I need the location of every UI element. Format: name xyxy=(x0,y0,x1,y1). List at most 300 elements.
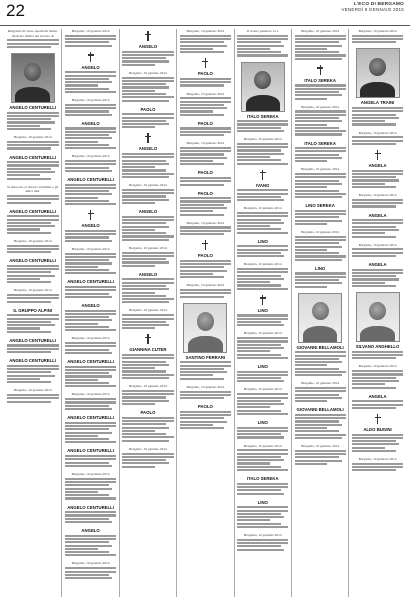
obituary-block xyxy=(122,31,173,66)
column-7 xyxy=(348,29,405,597)
obituary-text-lines xyxy=(352,351,403,360)
obituary-line: Bergamo, 10 gennaio 2014 xyxy=(71,336,110,341)
obituary-block xyxy=(122,246,173,267)
cross-icon xyxy=(260,170,266,180)
obituary-block xyxy=(65,177,116,205)
obituary-line: Bergamo, 10 gennaio 2014 xyxy=(186,283,225,288)
obituary-line: Bergamo, 10 gennaio 2014 xyxy=(358,457,397,461)
deceased-name: ANGELO xyxy=(81,223,100,229)
obituary-line: Bergamo, 10 gennaio 2014 xyxy=(301,104,340,109)
obituary-text-lines xyxy=(295,236,346,261)
obituary-text-lines xyxy=(180,97,231,116)
column-5 xyxy=(234,29,291,597)
obituary-text-lines xyxy=(237,483,288,495)
portrait-photo xyxy=(356,48,400,98)
obituary-block xyxy=(122,384,173,405)
obituary-text-lines xyxy=(122,453,173,468)
obituary-block xyxy=(7,388,59,402)
obituary-text-lines xyxy=(122,153,173,178)
obituary-block xyxy=(7,288,59,302)
deceased-name: ANGELO CENTURELLI xyxy=(67,176,114,182)
obituary-block xyxy=(352,457,403,471)
obituary-block xyxy=(122,308,173,329)
deceased-name: LINO xyxy=(257,420,268,426)
deceased-name: ITALO SEREKA xyxy=(304,77,336,83)
obituary-text-lines xyxy=(122,216,173,241)
obituary-line: Bergamo, 10 gennaio 2014 xyxy=(71,154,110,159)
obituary-block xyxy=(65,98,116,116)
obituary-text-lines xyxy=(180,260,231,279)
obituary-text-lines xyxy=(180,127,231,136)
obituary-block xyxy=(180,385,231,399)
obituary-block xyxy=(180,283,231,297)
obituary-block xyxy=(122,447,173,468)
obituary-text-lines xyxy=(122,417,173,442)
obituary-text-lines xyxy=(7,265,59,284)
obituary-block xyxy=(352,131,403,145)
obituary-text-lines xyxy=(295,84,346,99)
deceased-name: PAOLO xyxy=(197,404,213,410)
obituary-text-lines xyxy=(237,35,288,57)
obituary-text-lines xyxy=(295,387,346,402)
obituary-line: Bergamo, 10 gennaio 2014 xyxy=(301,443,340,448)
obituary-text-lines xyxy=(352,107,403,126)
obituary-block xyxy=(65,279,116,298)
obituary-block xyxy=(180,58,231,86)
obituary-text-lines xyxy=(122,252,173,267)
obituary-block xyxy=(65,121,116,149)
deceased-name: ANGELO xyxy=(81,120,100,126)
cross-icon xyxy=(145,31,151,41)
obituary-block xyxy=(65,29,116,47)
obituary-text-lines xyxy=(65,184,116,206)
obituary-text-lines xyxy=(180,197,231,216)
obituary-text-lines xyxy=(180,78,231,87)
deceased-name: IVANO xyxy=(256,182,270,188)
portrait-photo xyxy=(183,303,227,353)
obituary-line: Bergamo, 10 gennaio 2014 xyxy=(301,167,340,172)
obituary-block xyxy=(180,121,231,136)
obituary-block xyxy=(295,65,346,100)
obituary-line: Bergamo, 10 gennaio 2014 xyxy=(186,91,225,96)
column-1 xyxy=(4,29,61,597)
obituary-block xyxy=(352,48,403,125)
obituary-block xyxy=(7,185,59,204)
obituary-text-lines xyxy=(180,411,231,430)
deceased-name: ANGELA xyxy=(368,262,387,268)
obituary-text-lines xyxy=(65,422,116,444)
obituary-line: Si uniscono al dolore i familiari e gli amici tutti. xyxy=(6,184,59,194)
obituary-block xyxy=(237,476,288,495)
obituary-text-lines xyxy=(352,170,403,189)
obituary-block xyxy=(237,62,288,133)
deceased-name: ANGELO CENTURELLI xyxy=(9,358,57,364)
obituary-text-lines xyxy=(352,269,403,288)
obituary-block xyxy=(237,239,288,258)
obituary-text-lines xyxy=(65,71,116,93)
obituary-block xyxy=(7,209,59,234)
obituary-block xyxy=(122,71,173,102)
cross-icon xyxy=(375,150,381,160)
obituary-line: Bergamo, 10 gennaio 2014 xyxy=(13,135,52,140)
obituary-line: Bergamo, 10 gennaio 2014 xyxy=(243,137,282,142)
deceased-name: ALDO BUGINI xyxy=(363,426,392,432)
obituary-block xyxy=(65,392,116,410)
publication-name: L'ECO DI BERGAMO xyxy=(353,2,404,7)
obituary-line: Bergamo, 10 gennaio 2014 xyxy=(243,331,282,336)
obituary-block xyxy=(295,407,346,439)
obituary-block xyxy=(352,364,403,388)
obituary-line: Bergamo, 10 gennaio 2014 xyxy=(13,388,52,393)
obituary-text-lines xyxy=(7,141,59,150)
obituary-text-lines xyxy=(65,127,116,149)
obituary-block xyxy=(237,295,288,327)
obituary-line: Bergamo, 10 gennaio 2014 xyxy=(129,70,167,75)
obituary-block xyxy=(352,414,403,452)
obituary-text-lines xyxy=(295,414,346,439)
obituary-line: Bergamo, 10 gennaio 2014 xyxy=(129,245,167,250)
obituary-block xyxy=(180,191,231,216)
portrait-photo xyxy=(11,53,55,103)
obituary-text-lines xyxy=(122,314,173,329)
cross-icon xyxy=(145,334,151,344)
obituary-line: Bergamo, 10 gennaio 2014 xyxy=(129,446,167,451)
obituary-line: Bergamo, 10 gennaio 2014 xyxy=(358,130,397,135)
obituary-block xyxy=(7,308,59,333)
deceased-name: PAOLO xyxy=(197,71,213,77)
obituary-block xyxy=(237,387,288,415)
obituary-text-lines xyxy=(7,39,59,48)
obituary-text-lines xyxy=(295,450,346,465)
obituary-block xyxy=(180,141,231,165)
obituary-block xyxy=(122,272,173,304)
obituary-block xyxy=(180,29,231,53)
obituary-text-lines xyxy=(65,160,116,172)
deceased-name: SILVANO ANGHELLO xyxy=(355,344,400,350)
deceased-name: ANGELO CENTURELLI xyxy=(67,448,114,454)
obituary-block xyxy=(352,243,403,257)
obituary-block xyxy=(295,293,346,377)
obituary-text-lines xyxy=(352,463,403,472)
deceased-name: ANGELO xyxy=(81,302,100,308)
column-2 xyxy=(61,29,118,597)
deceased-name: ANGELO CENTURELLI xyxy=(9,258,57,264)
obituary-block xyxy=(295,266,346,288)
deceased-name: SANTINO FERRARI xyxy=(185,354,226,360)
obituary-line: Bergamo, 10 gennaio 2014 xyxy=(301,381,340,386)
obituary-block xyxy=(237,331,288,359)
deceased-name: ANGELO xyxy=(81,528,100,534)
obituary-line: Bergamo, 10 gennaio 2014 xyxy=(243,206,282,211)
obituary-text-lines xyxy=(7,344,59,353)
obituary-block xyxy=(180,170,231,185)
obituary-line: Bergamo, 10 gennaio 2014 xyxy=(13,238,52,243)
cross-icon xyxy=(202,58,208,68)
obituary-line: Bergamo, 10 gennaio 2014 xyxy=(71,29,110,33)
cross-icon xyxy=(145,133,151,143)
obituary-line: Ringrazio di cuore quanti mi hanno mostrato affetto nel ricordo di xyxy=(7,29,58,38)
obituary-text-lines xyxy=(295,272,346,287)
obituary-line: Bergamo, 10 gennaio 2014 xyxy=(243,443,282,448)
obituary-line: Bergamo, 10 gennaio 2014 xyxy=(358,242,397,247)
obituary-block xyxy=(352,394,403,409)
obituary-block xyxy=(352,213,403,238)
obituary-block xyxy=(65,154,116,172)
obituary-text-lines xyxy=(65,366,116,388)
obituary-text-lines xyxy=(65,35,116,47)
obituary-text-lines xyxy=(352,136,403,145)
obituary-block xyxy=(65,528,116,556)
obituary-block xyxy=(180,92,231,116)
obituary-line: Bergamo, 10 gennaio 2014 xyxy=(186,220,225,225)
obituary-text-lines xyxy=(65,253,116,275)
obituary-line: Bergamo, 10 gennaio 2014 xyxy=(243,533,282,538)
obituary-text-lines xyxy=(65,567,116,579)
obituary-line: Bergamo, 10 gennaio 2014 xyxy=(186,141,225,146)
obituary-block xyxy=(352,193,403,207)
portrait-photo xyxy=(298,293,342,343)
obituary-text-lines xyxy=(237,143,288,165)
obituary-block xyxy=(122,209,173,241)
deceased-name: ANGELO xyxy=(138,209,158,215)
obituary-line: Bergamo, 10 gennaio 2014 xyxy=(186,384,225,389)
obituary-block xyxy=(7,29,59,48)
obituary-block xyxy=(180,404,231,429)
obituary-text-lines xyxy=(295,35,346,60)
obituary-block xyxy=(237,364,288,383)
column-6 xyxy=(291,29,348,597)
obituary-line: Bergamo, 10 gennaio 2014 xyxy=(71,392,110,397)
deceased-name: PAOLO xyxy=(140,106,156,112)
portrait-photo xyxy=(356,292,400,342)
obituary-block xyxy=(352,150,403,188)
obituary-block xyxy=(65,359,116,387)
obituary-block xyxy=(237,420,288,439)
obituary-text-lines xyxy=(352,219,403,238)
obituary-text-lines xyxy=(352,370,403,389)
obituary-text-lines xyxy=(180,35,231,54)
obituary-block xyxy=(7,358,59,383)
obituary-text-lines xyxy=(237,506,288,528)
deceased-name: ANGELO CENTURELLI xyxy=(9,337,57,343)
obituary-line: Bergamo, 10 gennaio 2014 xyxy=(71,472,110,476)
deceased-name: PAOLO xyxy=(197,253,213,259)
obituary-text-lines xyxy=(65,104,116,116)
obituary-text-lines xyxy=(180,147,231,166)
issue-date: VENERDÌ 9 GENNAIO 2015 xyxy=(341,7,404,13)
deceased-name: GIOVANNI BELLAMOLI xyxy=(296,407,344,413)
deceased-name: ANGELO CENTURELLI xyxy=(9,154,57,160)
obituary-block xyxy=(295,167,346,198)
obituary-line: Bergamo, 10 gennaio 2014 xyxy=(71,98,110,103)
obituary-text-lines xyxy=(237,449,288,471)
obituary-block xyxy=(180,303,231,380)
obituary-block xyxy=(352,29,403,43)
obituary-text-lines xyxy=(237,314,288,326)
obituary-text-lines xyxy=(352,400,403,409)
obituary-block xyxy=(65,210,116,242)
deceased-name: LINO xyxy=(257,499,268,505)
obituary-block xyxy=(180,240,231,278)
obituary-block xyxy=(7,239,59,253)
obituary-block xyxy=(295,381,346,402)
obituary-text-lines xyxy=(122,390,173,405)
obituary-block xyxy=(295,141,346,163)
obituary-columns xyxy=(4,29,406,597)
deceased-name: PAOLO xyxy=(197,170,213,176)
obituary-line: Bergamo, 10 gennaio 2014 xyxy=(129,183,167,188)
obituary-block xyxy=(352,262,403,287)
obituary-block xyxy=(65,52,116,93)
obituary-text-lines xyxy=(237,371,288,383)
obituary-block xyxy=(295,105,346,136)
obituary-text-lines xyxy=(237,120,288,132)
cross-icon xyxy=(88,210,94,220)
obituary-text-lines xyxy=(352,248,403,257)
obituary-block xyxy=(122,183,173,204)
obituary-text-lines xyxy=(237,427,288,439)
obituary-block xyxy=(295,203,346,225)
deceased-name: ANGELO CENTURELLI xyxy=(67,504,114,510)
deceased-name: LINO xyxy=(257,363,268,369)
obituary-block xyxy=(122,107,173,129)
obituary-line: Bergamo, 10 gennaio 2014 xyxy=(129,308,167,313)
obituary-line: Bergamo, 10 gennaio 2014 xyxy=(301,229,340,234)
obituary-line: Bergamo, 10 gennaio 2014 xyxy=(358,193,397,198)
obituary-text-lines xyxy=(7,161,59,180)
obituary-block xyxy=(237,137,288,165)
obituary-block xyxy=(237,29,288,57)
obituary-text-lines xyxy=(65,230,116,242)
deceased-name: ANGELO CENTURELLI xyxy=(67,359,114,364)
cross-icon xyxy=(88,52,94,62)
page-number: 22 xyxy=(6,1,25,20)
obituary-line: Bergamo, 10 gennaio 2014 xyxy=(186,29,225,33)
obituary-line: Bergamo, 10 gennaio 2014 xyxy=(129,384,167,389)
obituary-block xyxy=(7,258,59,283)
obituary-text-lines xyxy=(65,535,116,557)
obituary-line: Bergamo, 10 gennaio 2014 xyxy=(301,29,340,33)
deceased-name: LINO xyxy=(257,307,268,313)
obituary-line: Bergamo, 10 gennaio 2014 xyxy=(71,246,110,251)
obituary-text-lines xyxy=(295,173,346,198)
obituary-text-lines xyxy=(180,289,231,298)
obituary-block xyxy=(65,505,116,524)
deceased-name: ANGELO xyxy=(81,64,100,70)
obituary-line: Bergamo, 10 gennaio 2014 xyxy=(71,561,110,566)
deceased-name: ITALO SEREKA xyxy=(304,140,336,146)
obituary-block xyxy=(7,135,59,149)
masthead xyxy=(341,2,404,12)
obituary-text-lines xyxy=(237,337,288,359)
obituary-text-lines xyxy=(7,365,59,384)
obituary-text-lines xyxy=(122,113,173,128)
obituary-text-lines xyxy=(122,278,173,303)
obituary-block xyxy=(237,206,288,234)
deceased-name: ANGELO CENTURELLI xyxy=(67,279,114,285)
deceased-name: ANGELO xyxy=(138,271,158,277)
deceased-name: ANGELO xyxy=(138,146,158,152)
obituary-text-lines xyxy=(352,199,403,208)
obituary-text-lines xyxy=(122,354,173,379)
deceased-name: ITALO SEREKA xyxy=(246,476,279,482)
obituary-line: Bergamo, 10 gennaio 2014 xyxy=(243,387,282,392)
obituary-block xyxy=(65,336,116,354)
deceased-name: IL GRUPPO ALPINI xyxy=(13,307,53,313)
obituary-block xyxy=(295,29,346,60)
deceased-name: GIOVANNI BELLAMOLI xyxy=(296,344,344,350)
portrait-photo xyxy=(241,62,285,112)
obituary-text-lines xyxy=(65,286,116,298)
obituary-text-lines xyxy=(65,511,116,523)
cross-icon xyxy=(375,414,381,424)
obituary-text-lines xyxy=(295,147,346,162)
obituary-text-lines xyxy=(180,361,231,380)
deceased-name: ANGELA TRAINI xyxy=(360,100,395,106)
obituary-text-lines xyxy=(295,210,346,225)
obituary-text-lines xyxy=(7,245,59,254)
deceased-name: ANGELO xyxy=(138,44,158,49)
obituary-block xyxy=(65,472,116,500)
deceased-name: LINO xyxy=(315,265,326,271)
obituary-text-lines xyxy=(237,189,288,201)
obituary-text-lines xyxy=(237,393,288,415)
obituary-block xyxy=(7,53,59,130)
obituary-text-lines xyxy=(65,478,116,500)
obituary-text-lines xyxy=(65,342,116,354)
obituary-text-lines xyxy=(122,77,173,102)
deceased-name: ANGELO CENTURELLI xyxy=(9,208,57,214)
obituary-text-lines xyxy=(180,391,231,400)
obituary-text-lines xyxy=(7,294,59,303)
obituary-block xyxy=(122,334,173,379)
obituary-block xyxy=(352,292,403,359)
obituary-block xyxy=(180,221,231,235)
obituary-line: Il nostro pensiero va a xyxy=(247,29,279,33)
obituary-line: Bergamo, 10 gennaio 2014 xyxy=(243,262,282,267)
obituary-block xyxy=(7,338,59,353)
obituary-block xyxy=(237,262,288,290)
obituary-text-lines xyxy=(295,110,346,135)
deceased-name: PAOLO xyxy=(197,190,213,196)
cross-icon xyxy=(202,240,208,250)
obituary-block xyxy=(65,247,116,275)
obituary-text-lines xyxy=(65,455,116,467)
deceased-name: GIANNINA CUTER xyxy=(129,347,167,353)
obituary-block xyxy=(65,448,116,467)
obituary-text-lines xyxy=(180,177,231,186)
obituary-text-lines xyxy=(7,195,59,204)
obituary-text-lines xyxy=(7,215,59,234)
deceased-name: ANGELA xyxy=(368,393,387,399)
obituary-text-lines xyxy=(7,112,59,131)
obituary-text-lines xyxy=(7,394,59,403)
deceased-name: ANGELO CENTURELLI xyxy=(9,105,57,111)
deceased-name: LINO SEREKA xyxy=(305,203,335,209)
obituary-block xyxy=(295,444,346,465)
obituary-block xyxy=(237,170,288,202)
obituary-block xyxy=(295,230,346,261)
cross-icon xyxy=(317,65,323,75)
deceased-name: LINO xyxy=(257,238,268,244)
obituary-line: Bergamo, 10 gennaio 2014 xyxy=(358,364,397,369)
obituary-text-lines xyxy=(7,314,59,333)
obituary-text-lines xyxy=(237,245,288,257)
obituary-text-lines xyxy=(237,212,288,234)
deceased-name: ANGELO CENTURELLI xyxy=(67,415,114,421)
obituary-text-lines xyxy=(180,226,231,235)
obituary-text-lines xyxy=(237,268,288,290)
